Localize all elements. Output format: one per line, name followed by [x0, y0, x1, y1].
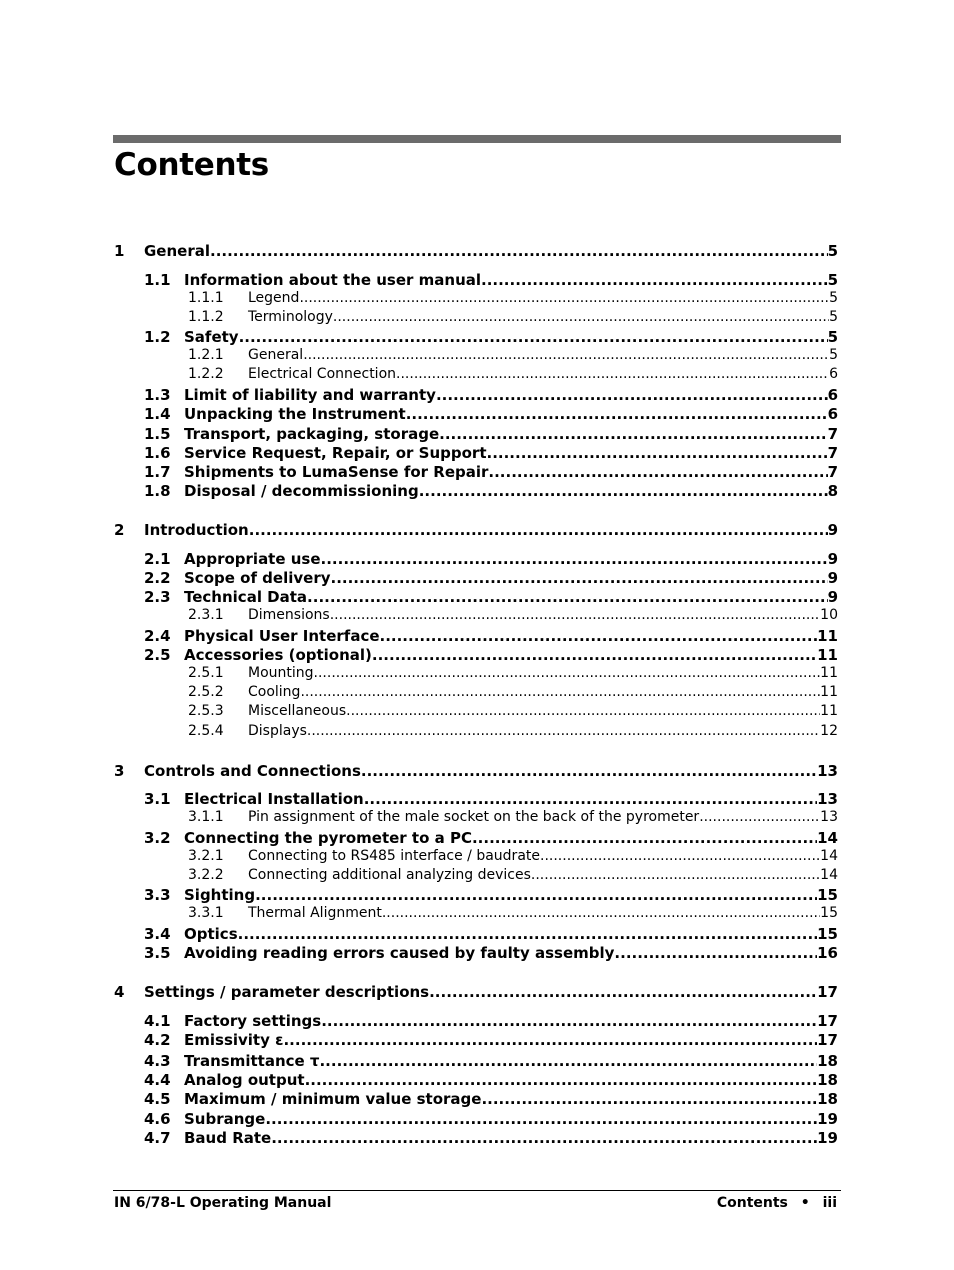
- toc-entry-page: 16: [817, 944, 838, 962]
- toc-entry-number: 1.2: [144, 328, 171, 346]
- toc-entry[interactable]: [114, 829, 838, 849]
- toc-entry[interactable]: [114, 1052, 838, 1072]
- toc-entry-number: 1.1.2: [188, 309, 224, 325]
- toc-dot-leader: [481, 1090, 817, 1108]
- toc-entry-page: 14: [817, 829, 838, 847]
- footer-document-title: IN 6/78-L Operating Manual: [114, 1195, 332, 1211]
- toc-dot-leader: [249, 521, 828, 539]
- toc-entry-number: 3.5: [144, 944, 171, 962]
- toc-entry-title: Maximum / minimum value storage: [184, 1090, 482, 1108]
- toc-entry-page: 5: [827, 271, 838, 289]
- toc-entry-title: Baud Rate: [184, 1129, 272, 1147]
- toc-entry-title: Mounting: [248, 665, 314, 681]
- toc-dot-leader: [481, 271, 828, 289]
- toc-entry-title: Limit of liability and warranty: [184, 386, 436, 404]
- toc-entry-page: 5: [829, 309, 838, 325]
- toc-entry-page: 15: [820, 905, 838, 921]
- toc-entry-title: Analog output: [184, 1071, 305, 1089]
- toc-entry[interactable]: [114, 867, 838, 887]
- footer-rule: [113, 1190, 841, 1191]
- toc-entry-title: Physical User Interface: [184, 627, 380, 645]
- toc-entry[interactable]: [114, 405, 838, 425]
- toc-entry[interactable]: [114, 347, 838, 367]
- toc-entry[interactable]: [114, 983, 838, 1003]
- toc-dot-leader: [305, 1071, 818, 1089]
- toc-entry[interactable]: [114, 886, 838, 906]
- toc-entry-number: 3.2.2: [188, 867, 224, 883]
- toc-entry-page: 18: [817, 1052, 838, 1070]
- toc-entry-title: Unpacking the Instrument: [184, 405, 406, 423]
- toc-dot-leader: [406, 405, 828, 423]
- toc-entry-title: Terminology: [248, 309, 333, 325]
- toc-dot-leader: [429, 983, 817, 1001]
- footer-page-info: [717, 1194, 837, 1212]
- toc-entry[interactable]: [114, 444, 838, 464]
- toc-dot-leader: [307, 723, 820, 739]
- toc-dot-leader: [472, 829, 817, 847]
- toc-entry-title: Pin assignment of the male socket on the back of the pyrometer: [248, 809, 700, 825]
- toc-entry-title: Miscellaneous: [248, 703, 347, 719]
- toc-entry-number: 2.5.1: [188, 665, 224, 681]
- toc-dot-leader: [487, 444, 828, 462]
- toc-entry-number: 2.5.4: [188, 723, 224, 739]
- toc-entry-page: 11: [817, 646, 838, 664]
- toc-entry-title: Transport, packaging, storage: [184, 425, 440, 443]
- toc-entry-title: Technical Data: [184, 588, 308, 606]
- toc-entry[interactable]: [114, 1090, 838, 1110]
- toc-entry-page: 17: [817, 983, 838, 1001]
- toc-dot-leader: [265, 1110, 817, 1128]
- toc-entry-page: 7: [827, 444, 838, 462]
- toc-dot-leader: [330, 607, 820, 623]
- toc-entry-number: 4.7: [144, 1129, 171, 1147]
- toc-entry-page: 11: [820, 684, 838, 700]
- toc-entry-page: 17: [817, 1031, 838, 1049]
- toc-dot-leader: [614, 944, 817, 962]
- toc-dot-leader: [283, 1031, 817, 1049]
- toc-entry[interactable]: [114, 723, 838, 743]
- toc-entry-page: 15: [817, 886, 838, 904]
- toc-entry-number: 2.3.1: [188, 607, 224, 623]
- toc-entry-page: 7: [827, 463, 838, 481]
- toc-entry-page: 9: [827, 550, 838, 568]
- toc-entry-title: Electrical Connection: [248, 366, 397, 382]
- toc-entry-number: 1.2.2: [188, 366, 224, 382]
- toc-dot-leader: [419, 482, 828, 500]
- footer-page-number: iii: [822, 1195, 837, 1211]
- toc-entry-page: 5: [827, 328, 838, 346]
- toc-entry-title: Electrical Installation: [184, 790, 364, 808]
- toc-entry-page: 5: [829, 347, 838, 363]
- toc-entry[interactable]: [114, 290, 838, 310]
- toc-entry-number: 4.3: [144, 1052, 171, 1070]
- toc-entry[interactable]: [114, 309, 838, 329]
- toc-entry-number: 1.2.1: [188, 347, 224, 363]
- toc-entry-page: 6: [829, 366, 838, 382]
- toc-entry-page: 9: [827, 569, 838, 587]
- toc-entry-number: 2: [114, 521, 125, 539]
- toc-entry-number: 1.1: [144, 271, 171, 289]
- toc-entry-number: 3.4: [144, 925, 171, 943]
- toc-entry-title: Avoiding reading errors caused by faulty assembly: [184, 944, 615, 962]
- toc-dot-leader: [540, 848, 820, 864]
- toc-entry-number: 1.4: [144, 405, 171, 423]
- toc-dot-leader: [531, 867, 820, 883]
- toc-entry[interactable]: [114, 463, 838, 483]
- toc-entry-page: 14: [820, 848, 838, 864]
- toc-entry[interactable]: [114, 627, 838, 647]
- toc-entry-title: Subrange: [184, 1110, 266, 1128]
- toc-entry[interactable]: [114, 762, 838, 782]
- toc-entry-title: Settings / parameter descriptions: [144, 983, 430, 1001]
- toc-entry-number: 2.2: [144, 569, 171, 587]
- toc-dot-leader: [307, 588, 828, 606]
- toc-dot-leader: [210, 242, 828, 260]
- toc-entry-number: 1.3: [144, 386, 171, 404]
- toc-entry-title: General: [248, 347, 304, 363]
- toc-entry-title: General: [144, 242, 210, 260]
- toc-dot-leader: [699, 809, 820, 825]
- toc-entry-title: Controls and Connections: [144, 762, 361, 780]
- toc-entry-title: Cooling: [248, 684, 301, 700]
- toc-entry[interactable]: [114, 1012, 838, 1032]
- toc-entry-number: 3.1: [144, 790, 171, 808]
- toc-entry-title: Transmittance τ: [184, 1052, 320, 1070]
- toc-entry-number: 4.1: [144, 1012, 171, 1030]
- toc-dot-leader: [346, 703, 820, 719]
- toc-entry-title: Displays: [248, 723, 307, 739]
- toc-entry[interactable]: [114, 925, 838, 945]
- toc-entry-page: 11: [820, 665, 838, 681]
- page-title: Contents: [114, 147, 269, 183]
- toc-entry[interactable]: [114, 521, 838, 541]
- toc-dot-leader: [303, 347, 829, 363]
- toc-entry[interactable]: [114, 569, 838, 589]
- toc-dot-leader: [314, 665, 821, 681]
- toc-entry-number: 2.5: [144, 646, 171, 664]
- toc-entry-page: 6: [827, 386, 838, 404]
- footer-section: Contents: [716, 1195, 788, 1211]
- toc-entry[interactable]: [114, 665, 838, 685]
- toc-entry-page: 17: [817, 1012, 838, 1030]
- toc-entry-page: 5: [827, 242, 838, 260]
- toc-entry-title: Shipments to LumaSense for Repair: [184, 463, 489, 481]
- toc-entry-title: Information about the user manual: [184, 271, 482, 289]
- toc-entry-page: 11: [820, 703, 838, 719]
- toc-entry-title: Introduction: [144, 521, 249, 539]
- toc-entry[interactable]: [114, 905, 838, 925]
- toc-entry-page: 13: [817, 762, 838, 780]
- toc-dot-leader: [238, 925, 818, 943]
- toc-entry-number: 2.4: [144, 627, 171, 645]
- toc-entry-page: 11: [817, 627, 838, 645]
- toc-entry[interactable]: [114, 809, 838, 829]
- toc-entry-title: Connecting to RS485 interface / baudrate: [248, 848, 540, 864]
- toc-dot-leader: [333, 309, 829, 325]
- toc-entry-title: Thermal Alignment: [248, 905, 382, 921]
- toc-dot-leader: [300, 684, 820, 700]
- toc-entry-number: 3.2.1: [188, 848, 224, 864]
- toc-entry-title: Optics: [184, 925, 238, 943]
- toc-dot-leader: [331, 569, 828, 587]
- toc-entry[interactable]: [114, 271, 838, 291]
- toc-entry-number: 3.1.1: [188, 809, 224, 825]
- toc-dot-leader: [436, 386, 828, 404]
- toc-entry[interactable]: [114, 944, 838, 964]
- toc-entry-title: Legend: [248, 290, 300, 306]
- toc-entry-number: 1.8: [144, 482, 171, 500]
- toc-dot-leader: [372, 646, 817, 664]
- toc-dot-leader: [396, 366, 829, 382]
- toc-entry-title: Emissivity ε: [184, 1031, 284, 1049]
- toc-dot-leader: [361, 762, 817, 780]
- toc-entry-number: 2.5.3: [188, 703, 224, 719]
- toc-entry-page: 19: [817, 1129, 838, 1147]
- toc-dot-leader: [380, 627, 818, 645]
- toc-entry-page: 7: [827, 425, 838, 443]
- toc-entry-title: Sighting: [184, 886, 256, 904]
- toc-dot-leader: [255, 886, 817, 904]
- toc-entry[interactable]: [114, 328, 838, 348]
- toc-entry[interactable]: [114, 366, 838, 386]
- toc-entry-number: 2.3: [144, 588, 171, 606]
- toc-entry[interactable]: [114, 1071, 838, 1091]
- toc-dot-leader: [271, 1129, 817, 1147]
- toc-entry-title: Appropriate use: [184, 550, 321, 568]
- toc-entry-number: 4.5: [144, 1090, 171, 1108]
- toc-entry-page: 14: [820, 867, 838, 883]
- toc-entry-page: 13: [817, 790, 838, 808]
- toc-entry[interactable]: [114, 1031, 838, 1051]
- toc-entry-number: 1.6: [144, 444, 171, 462]
- toc-entry-number: 4.6: [144, 1110, 171, 1128]
- toc-entry-number: 3.3.1: [188, 905, 224, 921]
- footer-separator: •: [800, 1195, 810, 1211]
- toc-entry-title: Accessories (optional): [184, 646, 372, 664]
- toc-entry-title: Connecting additional analyzing devices: [248, 867, 531, 883]
- toc-entry-title: Factory settings: [184, 1012, 322, 1030]
- toc-entry-page: 18: [817, 1071, 838, 1089]
- toc-dot-leader: [239, 328, 828, 346]
- toc-entry[interactable]: [114, 703, 838, 723]
- toc-entry-page: 12: [820, 723, 838, 739]
- toc-entry[interactable]: [114, 550, 838, 570]
- toc-entry-number: 4.2: [144, 1031, 171, 1049]
- toc-entry-title: Dimensions: [248, 607, 330, 623]
- toc-entry[interactable]: [114, 646, 838, 666]
- toc-dot-leader: [439, 425, 827, 443]
- toc-entry[interactable]: [114, 588, 838, 608]
- toc-entry[interactable]: [114, 1110, 838, 1130]
- toc-entry-number: 3: [114, 762, 125, 780]
- toc-dot-leader: [321, 1012, 817, 1030]
- toc-entry[interactable]: [114, 425, 838, 445]
- toc-entry-page: 15: [817, 925, 838, 943]
- toc-entry[interactable]: [114, 386, 838, 406]
- toc-entry-number: 3.2: [144, 829, 171, 847]
- toc-dot-leader: [321, 550, 828, 568]
- toc-dot-leader: [299, 290, 829, 306]
- toc-entry-number: 1.7: [144, 463, 171, 481]
- toc-entry[interactable]: [114, 684, 838, 704]
- toc-dot-leader: [319, 1052, 817, 1070]
- toc-dot-leader: [364, 790, 817, 808]
- toc-entry[interactable]: [114, 242, 838, 262]
- toc-entry-number: 4.4: [144, 1071, 171, 1089]
- toc-entry-page: 13: [820, 809, 838, 825]
- toc-entry-number: 1.5: [144, 425, 171, 443]
- toc-entry-page: 6: [827, 405, 838, 423]
- toc-entry[interactable]: [114, 607, 838, 627]
- toc-entry-number: 4: [114, 983, 125, 1001]
- toc-entry-number: 3.3: [144, 886, 171, 904]
- toc-entry-number: 2.1: [144, 550, 171, 568]
- toc-entry-page: 10: [820, 607, 838, 623]
- toc-entry-page: 19: [817, 1110, 838, 1128]
- toc-entry-number: 1.1.1: [188, 290, 224, 306]
- toc-entry-page: 9: [827, 521, 838, 539]
- toc-entry-title: Scope of delivery: [184, 569, 331, 587]
- toc-dot-leader: [488, 463, 827, 481]
- toc-entry[interactable]: [114, 482, 838, 502]
- toc-entry-page: 8: [827, 482, 838, 500]
- toc-entry[interactable]: [114, 790, 838, 810]
- toc-entry-title: Connecting the pyrometer to a PC: [184, 829, 472, 847]
- toc-dot-leader: [382, 905, 820, 921]
- toc-entry-title: Service Request, Repair, or Support: [184, 444, 487, 462]
- toc-entry-page: 9: [827, 588, 838, 606]
- toc-entry-title: Safety: [184, 328, 239, 346]
- toc-entry[interactable]: [114, 848, 838, 868]
- toc-entry-page: 5: [829, 290, 838, 306]
- toc-entry[interactable]: [114, 1129, 838, 1149]
- toc-entry-number: 1: [114, 242, 125, 260]
- toc-entry-number: 2.5.2: [188, 684, 224, 700]
- toc-entry-title: Disposal / decommissioning: [184, 482, 419, 500]
- toc-entry-page: 18: [817, 1090, 838, 1108]
